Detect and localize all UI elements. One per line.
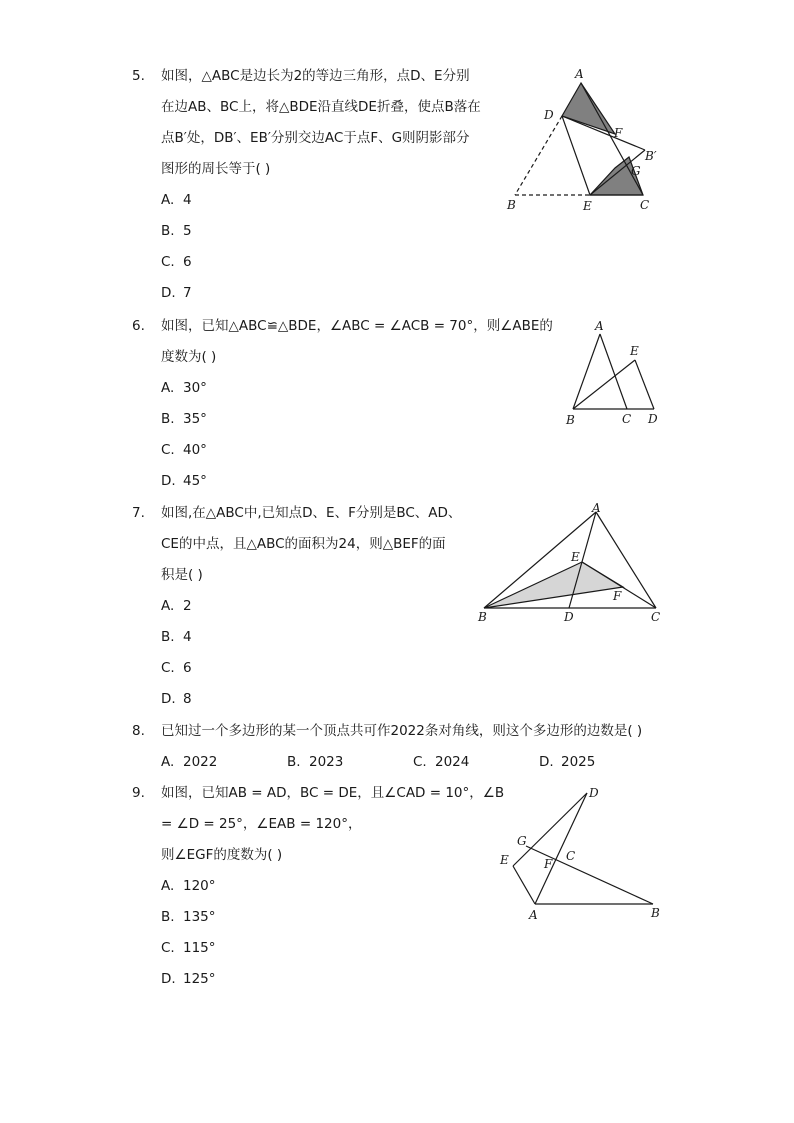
option-a[interactable]: A. 2022	[161, 754, 218, 770]
label-c: C	[651, 610, 661, 624]
question-stem-line: 则∠EGF的度数为( )	[161, 847, 283, 863]
figure-q5-triangle-fold	[500, 62, 670, 217]
option-d[interactable]: D. 8	[161, 691, 192, 707]
label-d: D	[648, 412, 658, 426]
label-a: A	[575, 67, 584, 81]
question-stem-line: 积是( )	[161, 567, 203, 583]
label-e: E	[630, 344, 639, 358]
option-c[interactable]: C. 40°	[161, 442, 207, 458]
label-g: G	[631, 164, 641, 178]
question-number: 8.	[132, 723, 145, 739]
label-e: E	[583, 199, 592, 213]
question-number: 5.	[132, 68, 145, 84]
question-stem-line: 在边AB、BC上，将△BDE沿直线DE折叠，使点B落在	[161, 99, 481, 115]
question-stem-line: 已知过一个多边形的某一个顶点共可作2022条对角线，则这个多边形的边数是( )	[161, 723, 643, 739]
question-stem-line: 如图，已知△ABC≌△BDE，∠ABC = ∠ACB = 70°，则∠ABE的	[161, 318, 553, 334]
question-stem-line: 如图，△ABC是边长为2的等边三角形，点D、E分别	[161, 68, 470, 84]
question-stem-line: 点B′处，DB′、EB′分别交边AC于点F、G则阴影部分	[161, 130, 470, 146]
label-b: B	[478, 610, 487, 624]
option-a[interactable]: A. 4	[161, 192, 192, 208]
label-g: G	[517, 834, 527, 848]
question-number: 7.	[132, 505, 145, 521]
figure-q9-angle-triangles	[490, 782, 670, 927]
option-a[interactable]: A. 2	[161, 598, 192, 614]
option-c[interactable]: C. 2024	[413, 754, 470, 770]
option-c[interactable]: C. 6	[161, 254, 192, 270]
label-e: E	[571, 550, 580, 564]
label-f: F	[613, 589, 622, 603]
question-stem-line: 图形的周长等于( )	[161, 161, 271, 177]
figure-q6-congruent-triangles	[560, 318, 670, 430]
option-d[interactable]: D. 7	[161, 285, 192, 301]
label-b: B	[507, 198, 516, 212]
option-d[interactable]: D. 2025	[539, 754, 596, 770]
option-d[interactable]: D. 45°	[161, 473, 207, 489]
question-number: 6.	[132, 318, 145, 334]
option-b[interactable]: B. 5	[161, 223, 192, 239]
label-c: C	[566, 849, 576, 863]
label-d: D	[564, 610, 574, 624]
label-b: B	[566, 413, 575, 427]
label-d: D	[589, 786, 599, 800]
label-a: A	[592, 501, 601, 515]
option-d[interactable]: D. 125°	[161, 971, 216, 987]
label-e: E	[500, 853, 509, 867]
label-c: C	[622, 412, 632, 426]
label-b: B	[651, 906, 660, 920]
label-a: A	[595, 319, 604, 333]
question-stem-line: 如图，已知AB = AD，BC = DE，且∠CAD = 10°，∠B	[161, 785, 505, 801]
question-stem-line: 如图,在△ABC中,已知点D、E、F分别是BC、AD、	[161, 505, 462, 521]
question-8	[132, 716, 665, 778]
question-stem-line: CE的中点，且△ABC的面积为24，则△BEF的面	[161, 536, 446, 552]
option-b[interactable]: B. 2023	[287, 754, 344, 770]
label-a: A	[529, 908, 538, 922]
label-f: F	[614, 126, 623, 140]
question-6	[132, 311, 553, 497]
option-c[interactable]: C. 6	[161, 660, 192, 676]
option-c[interactable]: C. 115°	[161, 940, 216, 956]
label-c: C	[640, 198, 650, 212]
option-b[interactable]: B. 4	[161, 629, 192, 645]
label-d: D	[544, 108, 554, 122]
question-7	[132, 498, 461, 715]
label-f: F	[544, 857, 553, 871]
option-b[interactable]: B. 135°	[161, 909, 216, 925]
question-5	[132, 61, 481, 309]
option-b[interactable]: B. 35°	[161, 411, 207, 427]
option-a[interactable]: A. 30°	[161, 380, 207, 396]
figure-q7-midpoint-triangle	[472, 500, 672, 628]
question-stem-line: = ∠D = 25°，∠EAB = 120°，	[161, 816, 362, 832]
question-stem-line: 度数为( )	[161, 349, 217, 365]
question-number: 9.	[132, 785, 145, 801]
question-9	[132, 778, 504, 995]
label-b-prime: B′	[645, 149, 657, 163]
option-a[interactable]: A. 120°	[161, 878, 216, 894]
